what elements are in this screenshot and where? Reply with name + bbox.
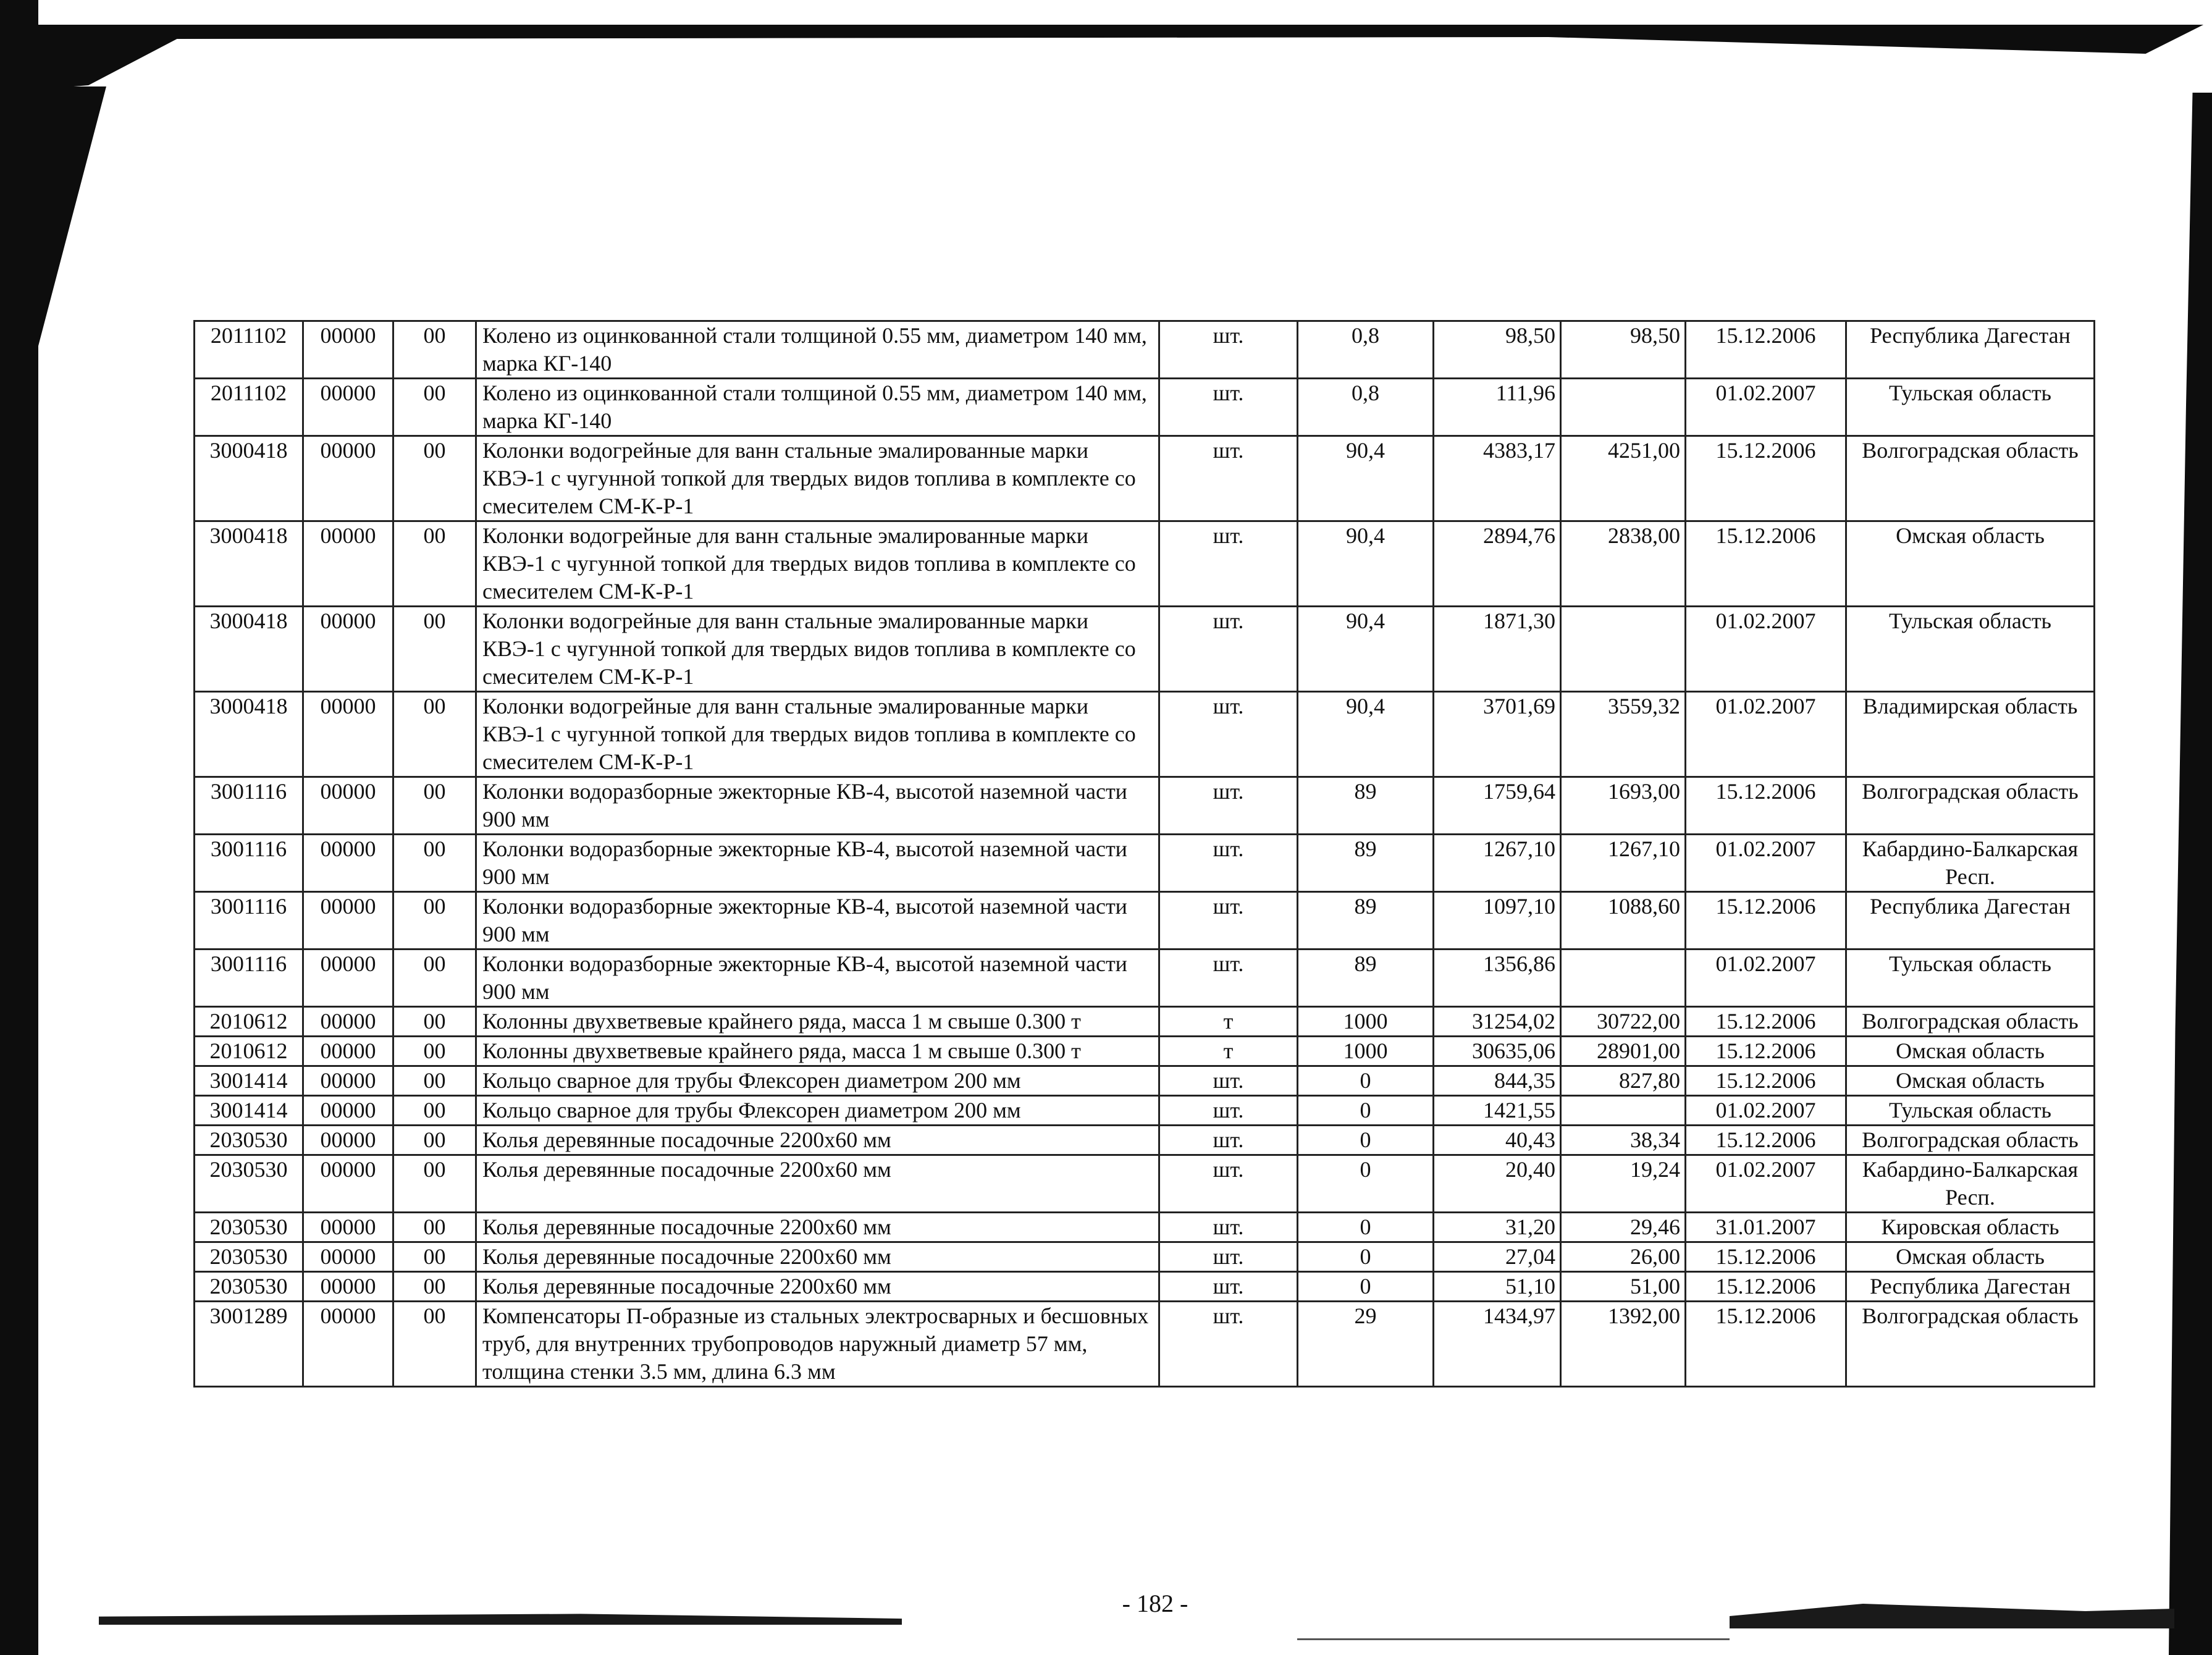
table-row — [195, 835, 2095, 892]
cell-price-base: 28901,00 — [1561, 1037, 1686, 1066]
cell-price-current: 30635,06 — [1434, 1037, 1561, 1066]
cell-region: Волгоградская область — [1846, 1126, 2095, 1155]
cell-date: 15.12.2006 — [1686, 1272, 1846, 1302]
cell-description: Колья деревянные посадочные 2200х60 мм — [476, 1213, 1159, 1242]
cell-region: Омская область — [1846, 1242, 2095, 1272]
table-row — [195, 1007, 2095, 1037]
cell-unit: шт. — [1159, 1066, 1298, 1096]
cell-description: Колонки водоразборные эжекторные КВ-4, высотой наземной части 900 мм — [476, 835, 1159, 892]
cell-unit: шт. — [1159, 1302, 1298, 1387]
cell-unit: шт. — [1159, 1242, 1298, 1272]
cell-code: 2011102 — [195, 379, 303, 436]
cell-region: Волгоградская область — [1846, 1007, 2095, 1037]
cell-suffix: 00 — [393, 692, 476, 777]
cell-date: 01.02.2007 — [1686, 379, 1846, 436]
cell-suffix: 00 — [393, 436, 476, 521]
table-body — [195, 321, 2095, 1387]
table-row — [195, 1213, 2095, 1242]
table-row — [195, 521, 2095, 607]
cell-price-base: 19,24 — [1561, 1155, 1686, 1213]
cell-region: Республика Дагестан — [1846, 321, 2095, 379]
cell-quantity: 0 — [1298, 1126, 1434, 1155]
cell-suffix: 00 — [393, 1096, 476, 1126]
cell-unit: шт. — [1159, 1126, 1298, 1155]
cell-suffix: 00 — [393, 1126, 476, 1155]
table-row — [195, 892, 2095, 950]
cell-price-current: 40,43 — [1434, 1126, 1561, 1155]
cell-description: Колонки водогрейные для ванн стальные эмалированные марки КВЭ-1 с чугунной топкой для твердых видов топлива в комплекте со смесителем СМ-К-Р-1 — [476, 607, 1159, 692]
cell-code: 2030530 — [195, 1155, 303, 1213]
cell-price-current: 2894,76 — [1434, 521, 1561, 607]
cell-region: Республика Дагестан — [1846, 1272, 2095, 1302]
cell-suffix: 00 — [393, 1066, 476, 1096]
cell-quantity: 90,4 — [1298, 607, 1434, 692]
table-row — [195, 1037, 2095, 1066]
cell-description: Колья деревянные посадочные 2200х60 мм — [476, 1242, 1159, 1272]
cell-subcode: 00000 — [303, 379, 393, 436]
cell-price-base: 38,34 — [1561, 1126, 1686, 1155]
cell-suffix: 00 — [393, 321, 476, 379]
cell-quantity: 90,4 — [1298, 521, 1434, 607]
cell-subcode: 00000 — [303, 692, 393, 777]
cell-description: Колено из оцинкованной стали толщиной 0.55 мм, диаметром 140 мм, марка КГ-140 — [476, 321, 1159, 379]
cell-date: 31.01.2007 — [1686, 1213, 1846, 1242]
cell-code: 3001116 — [195, 777, 303, 835]
cell-code: 3001116 — [195, 835, 303, 892]
cell-description: Колонки водоразборные эжекторные КВ-4, высотой наземной части 900 мм — [476, 950, 1159, 1007]
cell-subcode: 00000 — [303, 521, 393, 607]
cell-unit: т — [1159, 1007, 1298, 1037]
cell-description: Колонны двухветвевые крайнего ряда, масса 1 м свыше 0.300 т — [476, 1037, 1159, 1066]
cell-subcode: 00000 — [303, 1066, 393, 1096]
cell-price-current: 20,40 — [1434, 1155, 1561, 1213]
cell-unit: шт. — [1159, 892, 1298, 950]
cell-region: Тульская область — [1846, 607, 2095, 692]
cell-price-base: 1088,60 — [1561, 892, 1686, 950]
cell-quantity: 29 — [1298, 1302, 1434, 1387]
cell-date: 01.02.2007 — [1686, 950, 1846, 1007]
cell-price-base: 4251,00 — [1561, 436, 1686, 521]
cell-quantity: 0 — [1298, 1242, 1434, 1272]
cell-subcode: 00000 — [303, 1037, 393, 1066]
cell-region: Кабардино-Балкарская Респ. — [1846, 835, 2095, 892]
cell-code: 2030530 — [195, 1242, 303, 1272]
cell-quantity: 89 — [1298, 777, 1434, 835]
cell-price-base: 51,00 — [1561, 1272, 1686, 1302]
cell-code: 3001116 — [195, 950, 303, 1007]
cell-suffix: 00 — [393, 1272, 476, 1302]
cell-price-base: 98,50 — [1561, 321, 1686, 379]
cell-region: Республика Дагестан — [1846, 892, 2095, 950]
cell-region: Тульская область — [1846, 950, 2095, 1007]
scan-left-shadow — [38, 86, 106, 346]
cell-date: 15.12.2006 — [1686, 777, 1846, 835]
cell-date: 15.12.2006 — [1686, 1302, 1846, 1387]
cell-price-base — [1561, 607, 1686, 692]
cell-subcode: 00000 — [303, 950, 393, 1007]
table-row — [195, 950, 2095, 1007]
cell-code: 3000418 — [195, 436, 303, 521]
cell-price-base: 1693,00 — [1561, 777, 1686, 835]
cell-unit: шт. — [1159, 777, 1298, 835]
cell-code: 3001116 — [195, 892, 303, 950]
cell-suffix: 00 — [393, 835, 476, 892]
cell-price-current: 51,10 — [1434, 1272, 1561, 1302]
cell-code: 3001414 — [195, 1096, 303, 1126]
cell-description: Колья деревянные посадочные 2200х60 мм — [476, 1272, 1159, 1302]
cell-subcode: 00000 — [303, 607, 393, 692]
cell-suffix: 00 — [393, 379, 476, 436]
scan-bottom-smudge-right — [1730, 1604, 2174, 1628]
cell-region: Волгоградская область — [1846, 436, 2095, 521]
table-row — [195, 321, 2095, 379]
scan-right-border — [2169, 93, 2212, 1655]
table-row — [195, 1242, 2095, 1272]
scan-left-border — [0, 0, 38, 1655]
cell-price-current: 1097,10 — [1434, 892, 1561, 950]
cell-quantity: 89 — [1298, 892, 1434, 950]
cell-quantity: 0 — [1298, 1155, 1434, 1213]
cell-code: 2030530 — [195, 1126, 303, 1155]
table-row — [195, 777, 2095, 835]
table-row — [195, 1272, 2095, 1302]
cell-price-current: 1871,30 — [1434, 607, 1561, 692]
cell-price-current: 1267,10 — [1434, 835, 1561, 892]
cell-suffix: 00 — [393, 607, 476, 692]
cell-price-current: 1356,86 — [1434, 950, 1561, 1007]
cell-description: Колонны двухветвевые крайнего ряда, масса 1 м свыше 0.300 т — [476, 1007, 1159, 1037]
cell-date: 15.12.2006 — [1686, 1126, 1846, 1155]
cell-code: 2011102 — [195, 321, 303, 379]
cell-description: Колья деревянные посадочные 2200х60 мм — [476, 1126, 1159, 1155]
cell-price-current: 844,35 — [1434, 1066, 1561, 1096]
cell-unit: шт. — [1159, 436, 1298, 521]
cell-price-current: 111,96 — [1434, 379, 1561, 436]
cell-description: Колонки водогрейные для ванн стальные эмалированные марки КВЭ-1 с чугунной топкой для твердых видов топлива в комплекте со смесителем СМ-К-Р-1 — [476, 692, 1159, 777]
price-table — [193, 320, 2095, 1388]
cell-subcode: 00000 — [303, 1096, 393, 1126]
cell-region: Волгоградская область — [1846, 1302, 2095, 1387]
cell-description: Колонки водоразборные эжекторные КВ-4, высотой наземной части 900 мм — [476, 892, 1159, 950]
cell-description: Колено из оцинкованной стали толщиной 0.55 мм, диаметром 140 мм, марка КГ-140 — [476, 379, 1159, 436]
cell-price-base: 3559,32 — [1561, 692, 1686, 777]
cell-quantity: 89 — [1298, 835, 1434, 892]
cell-subcode: 00000 — [303, 835, 393, 892]
cell-price-base: 827,80 — [1561, 1066, 1686, 1096]
cell-unit: шт. — [1159, 1272, 1298, 1302]
scan-bottom-smudge-left — [99, 1611, 902, 1625]
cell-date: 15.12.2006 — [1686, 436, 1846, 521]
cell-quantity: 90,4 — [1298, 692, 1434, 777]
cell-price-base: 26,00 — [1561, 1242, 1686, 1272]
table-row — [195, 1302, 2095, 1387]
cell-description: Колонки водоразборные эжекторные КВ-4, высотой наземной части 900 мм — [476, 777, 1159, 835]
cell-unit: шт. — [1159, 835, 1298, 892]
cell-price-current: 1759,64 — [1434, 777, 1561, 835]
cell-code: 2030530 — [195, 1272, 303, 1302]
cell-unit: шт. — [1159, 1096, 1298, 1126]
table-row — [195, 607, 2095, 692]
cell-quantity: 1000 — [1298, 1037, 1434, 1066]
cell-suffix: 00 — [393, 950, 476, 1007]
cell-quantity: 0,8 — [1298, 321, 1434, 379]
cell-suffix: 00 — [393, 892, 476, 950]
cell-subcode: 00000 — [303, 1213, 393, 1242]
cell-unit: шт. — [1159, 379, 1298, 436]
cell-description: Колонки водогрейные для ванн стальные эмалированные марки КВЭ-1 с чугунной топкой для твердых видов топлива в комплекте со смесителем СМ-К-Р-1 — [476, 436, 1159, 521]
cell-unit: шт. — [1159, 692, 1298, 777]
cell-price-base: 30722,00 — [1561, 1007, 1686, 1037]
cell-code: 3001414 — [195, 1066, 303, 1096]
cell-subcode: 00000 — [303, 892, 393, 950]
cell-quantity: 1000 — [1298, 1007, 1434, 1037]
cell-suffix: 00 — [393, 1007, 476, 1037]
cell-price-base: 1392,00 — [1561, 1302, 1686, 1387]
cell-date: 01.02.2007 — [1686, 692, 1846, 777]
cell-code: 3000418 — [195, 607, 303, 692]
cell-suffix: 00 — [393, 1302, 476, 1387]
cell-description: Кольцо сварное для трубы Флексорен диаметром 200 мм — [476, 1096, 1159, 1126]
cell-unit: шт. — [1159, 521, 1298, 607]
cell-price-base: 1267,10 — [1561, 835, 1686, 892]
cell-description: Колья деревянные посадочные 2200х60 мм — [476, 1155, 1159, 1213]
cell-code: 3000418 — [195, 692, 303, 777]
cell-date: 15.12.2006 — [1686, 1066, 1846, 1096]
cell-price-current: 27,04 — [1434, 1242, 1561, 1272]
cell-date: 01.02.2007 — [1686, 835, 1846, 892]
cell-code: 3001289 — [195, 1302, 303, 1387]
cell-region: Кабардино-Балкарская Респ. — [1846, 1155, 2095, 1213]
cell-code: 3000418 — [195, 521, 303, 607]
cell-date: 01.02.2007 — [1686, 1155, 1846, 1213]
cell-quantity: 0 — [1298, 1096, 1434, 1126]
cell-price-current: 4383,17 — [1434, 436, 1561, 521]
cell-subcode: 00000 — [303, 777, 393, 835]
cell-region: Кировская область — [1846, 1213, 2095, 1242]
cell-subcode: 00000 — [303, 1302, 393, 1387]
cell-quantity: 90,4 — [1298, 436, 1434, 521]
table-row — [195, 1066, 2095, 1096]
cell-price-current: 98,50 — [1434, 321, 1561, 379]
cell-price-current: 1421,55 — [1434, 1096, 1561, 1126]
cell-date: 15.12.2006 — [1686, 1007, 1846, 1037]
cell-suffix: 00 — [393, 521, 476, 607]
cell-date: 01.02.2007 — [1686, 607, 1846, 692]
cell-subcode: 00000 — [303, 1242, 393, 1272]
cell-code: 2010612 — [195, 1037, 303, 1066]
cell-date: 15.12.2006 — [1686, 521, 1846, 607]
cell-region: Тульская область — [1846, 1096, 2095, 1126]
cell-quantity: 89 — [1298, 950, 1434, 1007]
cell-subcode: 00000 — [303, 1007, 393, 1037]
cell-unit: т — [1159, 1037, 1298, 1066]
cell-price-base — [1561, 1096, 1686, 1126]
cell-price-current: 1434,97 — [1434, 1302, 1561, 1387]
cell-description: Компенсаторы П-образные из стальных электросварных и бесшовных труб, для внутренних трубопроводов наружный диаметр 57 мм, толщина стенки 3.5 мм, длина 6.3 мм — [476, 1302, 1159, 1387]
cell-unit: шт. — [1159, 1213, 1298, 1242]
scan-bottom-line — [1297, 1638, 1730, 1640]
cell-date: 15.12.2006 — [1686, 321, 1846, 379]
cell-quantity: 0,8 — [1298, 379, 1434, 436]
cell-subcode: 00000 — [303, 436, 393, 521]
cell-quantity: 0 — [1298, 1213, 1434, 1242]
cell-date: 15.12.2006 — [1686, 1037, 1846, 1066]
cell-quantity: 0 — [1298, 1066, 1434, 1096]
cell-suffix: 00 — [393, 1037, 476, 1066]
cell-unit: шт. — [1159, 1155, 1298, 1213]
scan-top-margin — [0, 0, 2212, 25]
cell-unit: шт. — [1159, 321, 1298, 379]
table-row — [195, 379, 2095, 436]
cell-code: 2010612 — [195, 1007, 303, 1037]
cell-region: Волгоградская область — [1846, 777, 2095, 835]
cell-price-base — [1561, 379, 1686, 436]
cell-price-current: 31254,02 — [1434, 1007, 1561, 1037]
page-number: - 182 - — [1122, 1590, 1188, 1617]
cell-quantity: 0 — [1298, 1272, 1434, 1302]
cell-unit: шт. — [1159, 950, 1298, 1007]
cell-date: 15.12.2006 — [1686, 1242, 1846, 1272]
cell-description: Колонки водогрейные для ванн стальные эмалированные марки КВЭ-1 с чугунной топкой для твердых видов топлива в комплекте со смесителем СМ-К-Р-1 — [476, 521, 1159, 607]
cell-date: 15.12.2006 — [1686, 892, 1846, 950]
cell-suffix: 00 — [393, 1155, 476, 1213]
cell-region: Владимирская область — [1846, 692, 2095, 777]
table-row — [195, 1126, 2095, 1155]
table-row — [195, 1096, 2095, 1126]
cell-subcode: 00000 — [303, 1272, 393, 1302]
table-row — [195, 1155, 2095, 1213]
cell-price-base — [1561, 950, 1686, 1007]
cell-description: Кольцо сварное для трубы Флексорен диаметром 200 мм — [476, 1066, 1159, 1096]
cell-subcode: 00000 — [303, 1126, 393, 1155]
cell-region: Омская область — [1846, 1037, 2095, 1066]
cell-price-current: 31,20 — [1434, 1213, 1561, 1242]
cell-region: Тульская область — [1846, 379, 2095, 436]
cell-suffix: 00 — [393, 1213, 476, 1242]
cell-date: 01.02.2007 — [1686, 1096, 1846, 1126]
cell-subcode: 00000 — [303, 321, 393, 379]
cell-code: 2030530 — [195, 1213, 303, 1242]
cell-region: Омская область — [1846, 1066, 2095, 1096]
cell-price-base: 2838,00 — [1561, 521, 1686, 607]
table-row — [195, 692, 2095, 777]
cell-region: Омская область — [1846, 521, 2095, 607]
cell-price-base: 29,46 — [1561, 1213, 1686, 1242]
table-row — [195, 436, 2095, 521]
cell-price-current: 3701,69 — [1434, 692, 1561, 777]
cell-subcode: 00000 — [303, 1155, 393, 1213]
cell-suffix: 00 — [393, 777, 476, 835]
cell-unit: шт. — [1159, 607, 1298, 692]
cell-suffix: 00 — [393, 1242, 476, 1272]
